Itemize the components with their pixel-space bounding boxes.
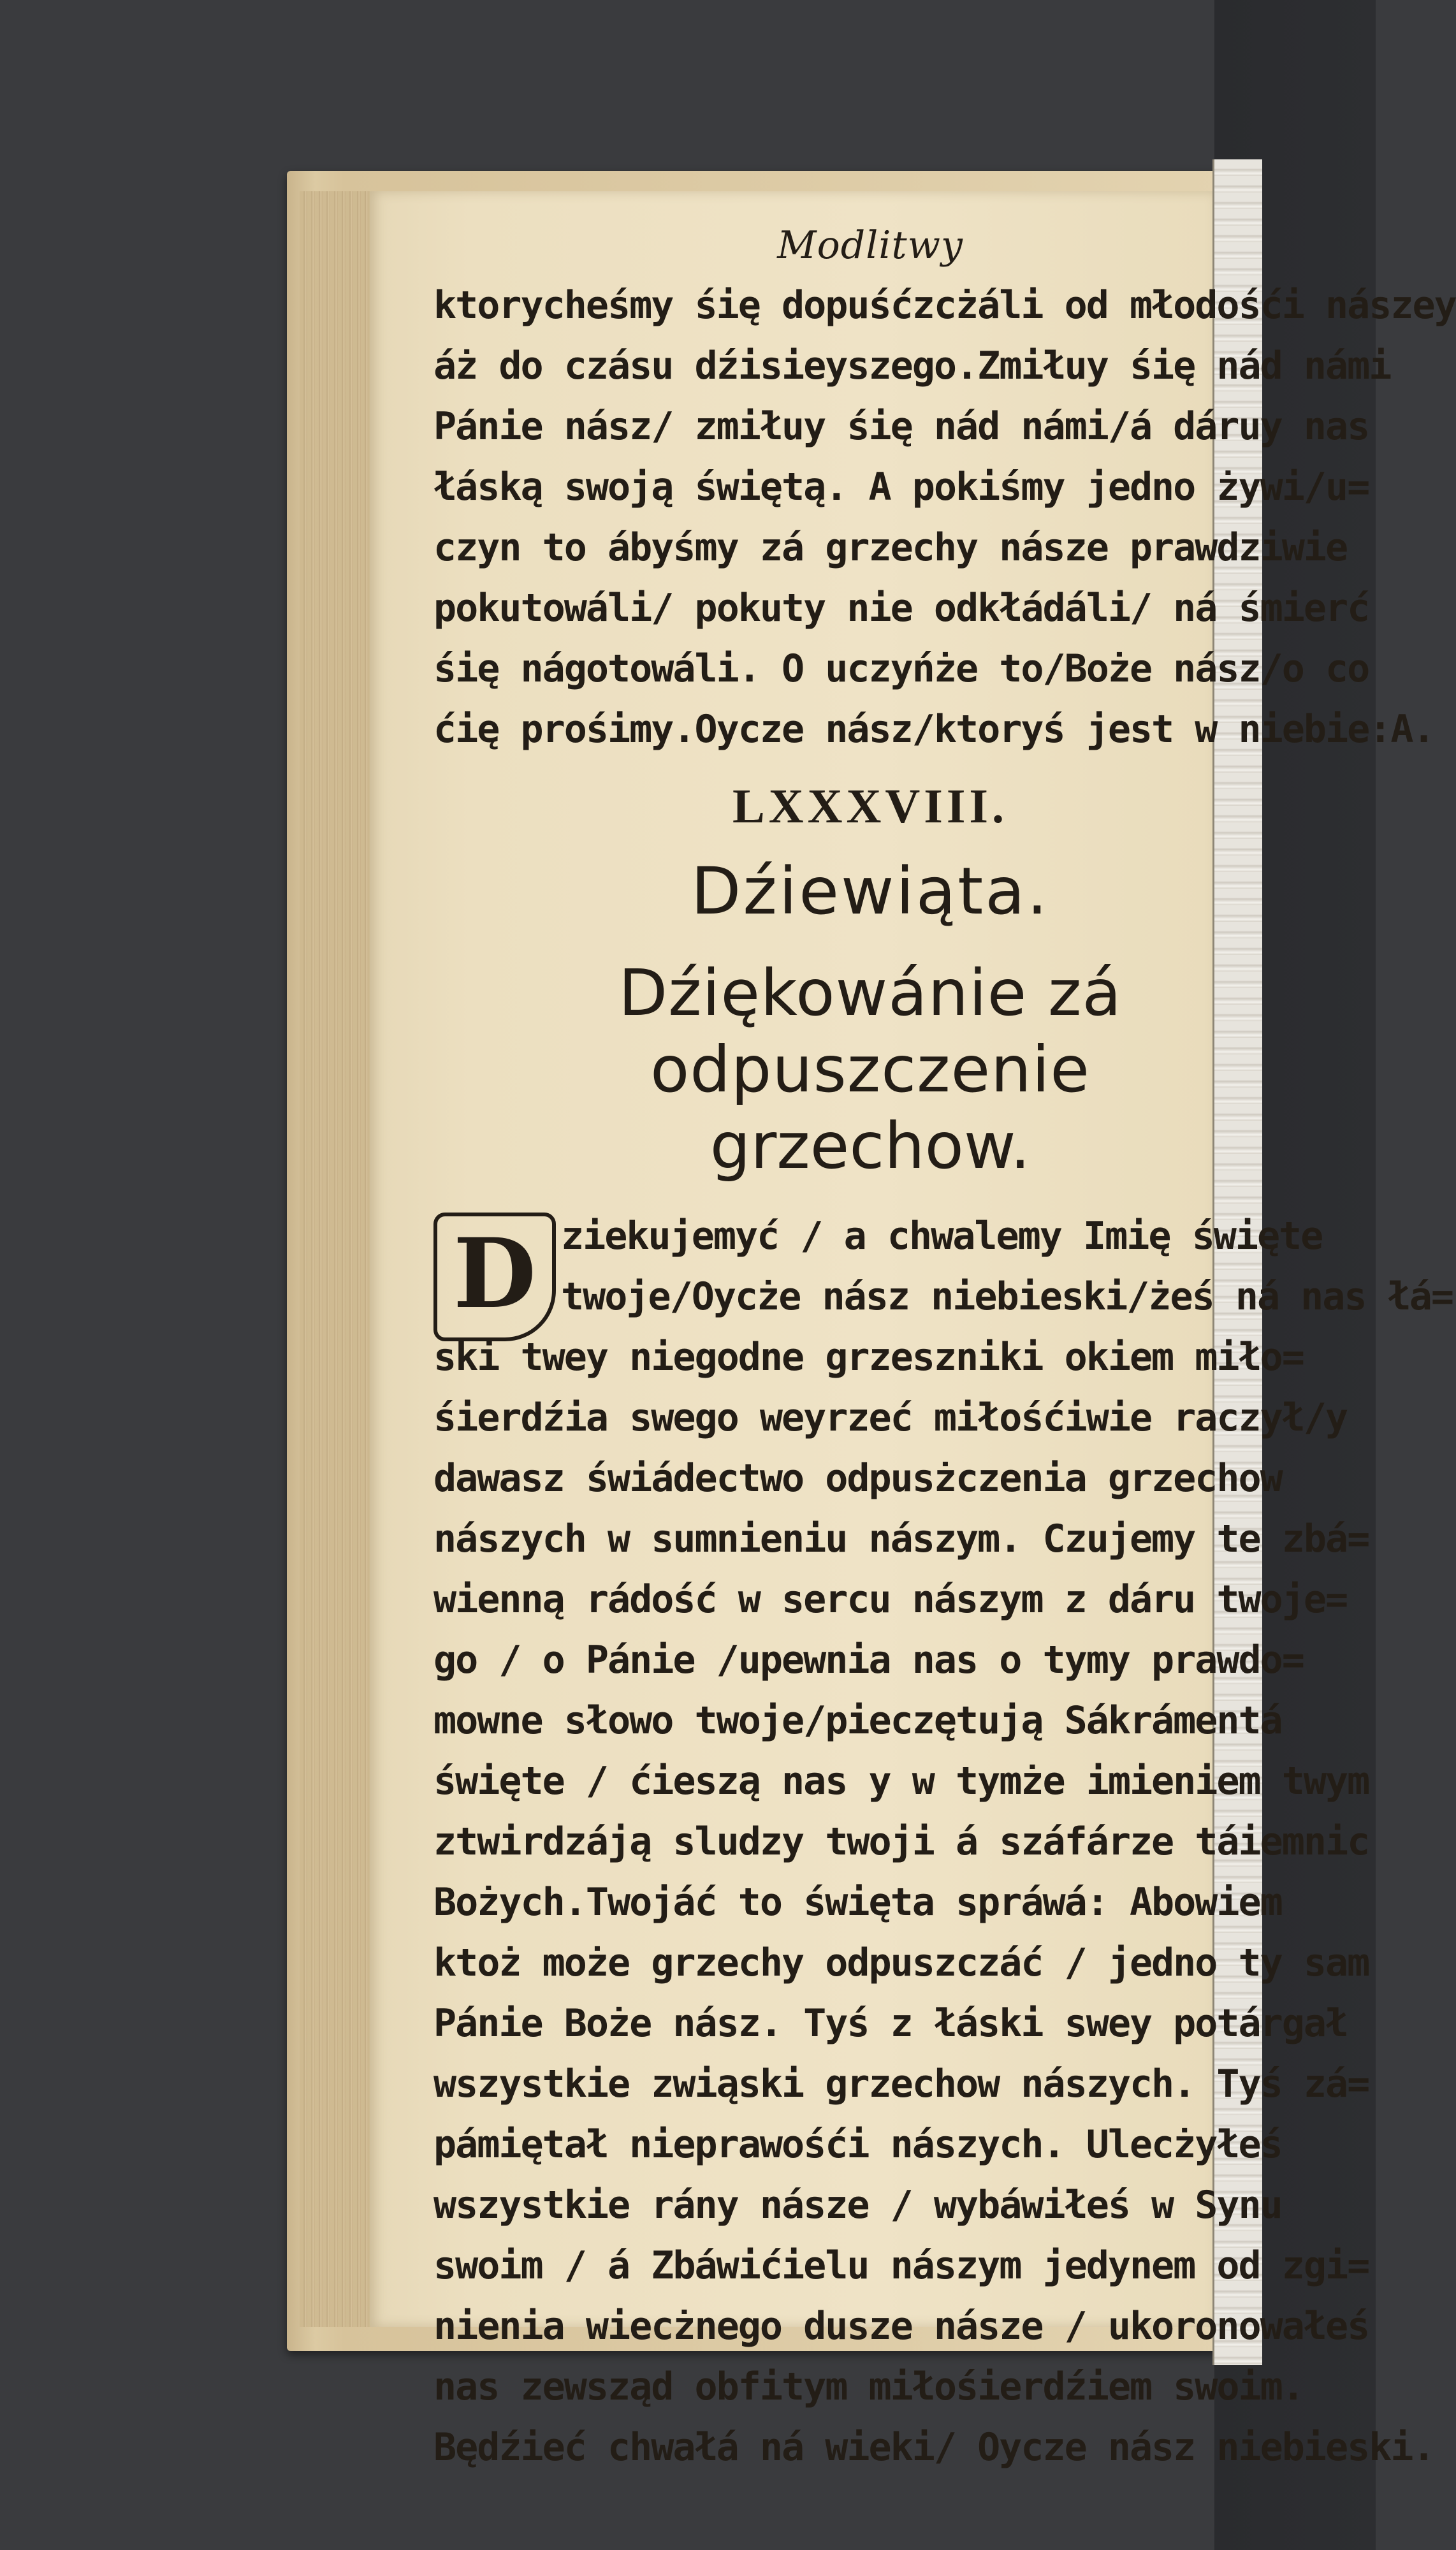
page-text — [433, 223, 1456, 2478]
text-line: łáską swoją świętą. A pokiśmy jedno żywi/u= — [433, 465, 1369, 509]
prayer-subtitle-continued: grzechow. — [710, 1109, 1031, 1183]
text-line: święte / ćieszą nas y w tymże imieniem twym — [433, 1759, 1369, 1803]
text-line: ktorycheśmy śię dopuśćzcżáli od młodośći nászey — [433, 283, 1456, 328]
prayer-subtitle: Dźiękowánie zá odpuszczenie — [618, 956, 1122, 1107]
text-line: śierdźia swego weyrzeć miłośćiwie raczył/y — [433, 1395, 1348, 1440]
drop-cap-initial: D — [433, 1213, 556, 1341]
text-line: twoje/Oycże nász niebieski/żeś ná nas łá= — [561, 1274, 1453, 1319]
text-line: ćię prośimy.Oycze nász/ktoryś jest w niebie:A. — [433, 707, 1434, 752]
text-line: mowne słowo twoje/pieczętują Sákrámentá — [433, 1698, 1282, 1743]
text-line: śię nágotowáli. O uczyńże to/Boże nász/o co — [433, 646, 1369, 691]
text-line: Pánie Boże nász. Tyś z łáski swey potárgał — [433, 2001, 1348, 2046]
text-line: pokutowáli/ pokuty nie odkłádáli/ ná śmierć — [433, 586, 1369, 630]
text-line: wszystkie rány násze / wybáwiłeś w Synu — [433, 2183, 1282, 2227]
text-line: pámiętał nieprawośći nászych. Ulecżyłeś — [433, 2122, 1282, 2167]
initial-paragraph — [433, 1206, 1453, 1388]
text-line: nienia wiecżnego dusze násze / ukoronowałeś — [433, 2304, 1369, 2349]
page-edges — [300, 191, 370, 2327]
text-line: ziekujemyć / a chwalemy Imię święte — [561, 1214, 1323, 1258]
text-line: Będźieć chwałá ná wieki/ Oycze nász niebieski. — [433, 2425, 1434, 2470]
text-line: nas zewsząd obfitym miłośierdźiem swoim. — [433, 2364, 1304, 2409]
running-head: Modlitwy — [777, 223, 963, 268]
text-line: ski twey niegodne grzeszniki okiem miło= — [433, 1335, 1304, 1380]
body-paragraph — [433, 1388, 1434, 2478]
text-line: Pánie nász/ zmiłuy śię nád námi/á dáruy nas — [433, 404, 1369, 449]
text-line: Bożych.Twojáć to święta spráwá: Abowiem — [433, 1880, 1282, 1925]
text-line: dawasz świádectwo odpusżczenia grzechow — [433, 1456, 1282, 1501]
text-line: czyn to ábyśmy zá grzechy násze prawdziwie — [433, 525, 1348, 570]
text-line: ktoż może grzechy odpuszczáć / jedno ty sam — [433, 1941, 1369, 1985]
text-line: wszystkie zwiąski grzechow nászych. Tyś zá= — [433, 2062, 1369, 2106]
text-line: nászych w sumnieniu nászym. Czujemy te zbá= — [433, 1517, 1369, 1561]
text-line: swoim / á Zbáwićielu nászym jedynem od zgi= — [433, 2243, 1369, 2288]
text-line: wienną rádość w sercu nászym z dáru twoje= — [433, 1577, 1348, 1622]
text-line: go / o Pánie /upewnia nas o tymy prawdo= — [433, 1638, 1304, 1682]
top-paragraph — [433, 275, 1456, 760]
text-line: ztwirdzáją sludzy twoji á száfárze táiemnic — [433, 1819, 1369, 1864]
text-line: áż do czásu dźisieyszego.Zmiłuy śię nád námi — [433, 344, 1391, 388]
prayer-number: LXXXVIII. — [732, 780, 1008, 833]
prayer-title: Dźiewiąta. — [690, 854, 1050, 929]
